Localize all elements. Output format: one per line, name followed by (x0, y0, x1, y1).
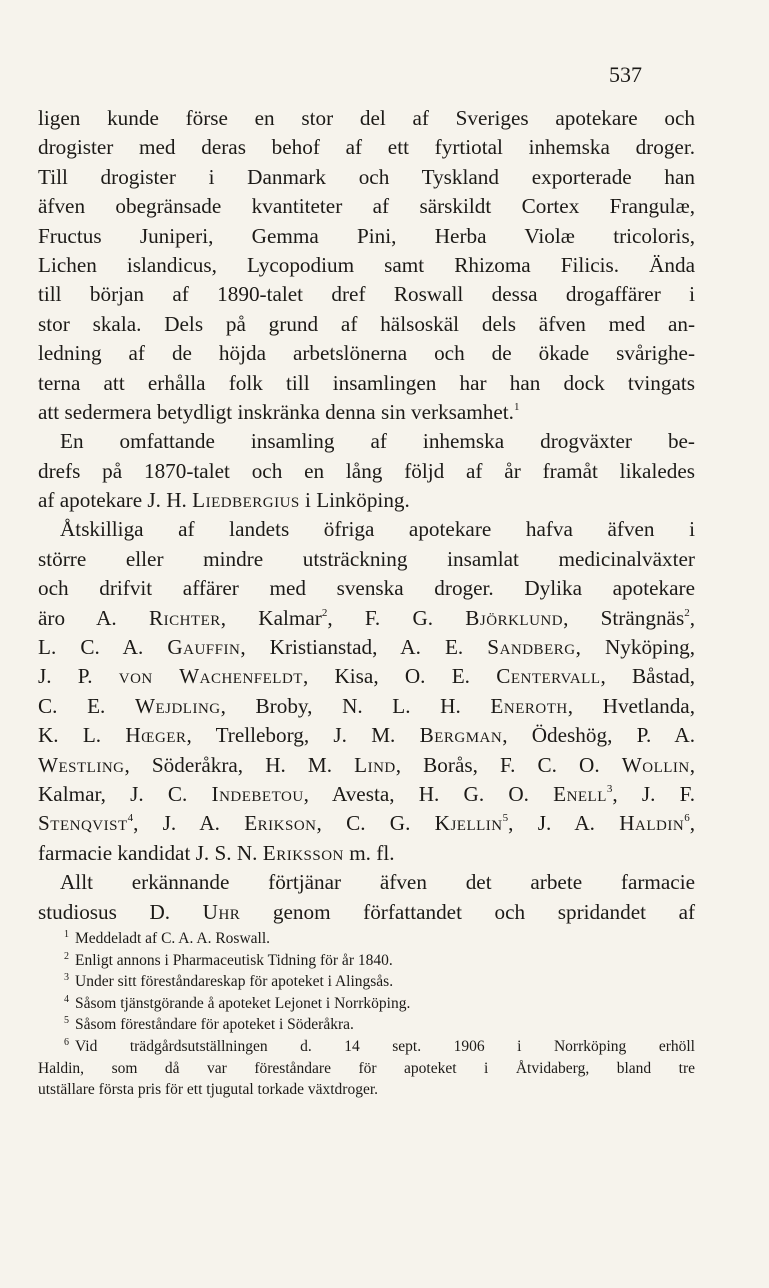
text-line: Lichen islandicus, Lycopodium samt Rhizoma Filicis. Ända (38, 252, 695, 277)
person-name: Björklund (465, 605, 564, 630)
person-name: Haldin (619, 811, 685, 836)
footnote (38, 950, 695, 972)
text-line: stor skala. Dels på grund af hälsoskäl dels äfven med an- (38, 311, 695, 336)
text-span: , (689, 811, 696, 836)
text-span: i Linköping. (305, 488, 410, 513)
person-name: Liedbergius (192, 488, 300, 513)
text-span: L. C. A. (38, 635, 144, 660)
text-line (38, 839, 695, 868)
footnote (38, 928, 695, 950)
text-span: , Strängnäs (563, 605, 685, 630)
text-span: , Hvetlanda, (567, 693, 696, 718)
text-span: genom författandet och spridandet af (272, 899, 696, 924)
text-span: , Avesta, H. G. O. (303, 781, 529, 806)
text-line: större eller mindre utsträckning insamlat medicinalväxter (38, 546, 695, 571)
text-line: En omfattande insamling af inhemska drogväxter be- (60, 429, 695, 454)
footnote-mark: 3 (64, 972, 69, 984)
text-span: K. L. (38, 723, 102, 748)
footnote-continuation: utställare första pris för ett tjugutal torkade växtdroger. (38, 1081, 379, 1099)
footnote-text: Under sitt föreståndareskap för apoteket i Alingsås. (75, 973, 394, 991)
text-line: Allt erkännande förtjänar äfven det arbete farmacie (60, 870, 695, 895)
footnote (38, 1014, 695, 1036)
person-name: Wejdling (134, 693, 221, 718)
footnote-continuation: Haldin, som då var föreståndare för apoteket i Åtvidaberg, bland tre (38, 1059, 695, 1077)
text-span: J. P. (38, 664, 93, 689)
person-name: Enell (553, 781, 607, 806)
text-line (38, 398, 695, 427)
person-name: Sandberg (487, 635, 576, 660)
text-line (38, 692, 695, 721)
text-span: , Trelleborg, J. M. (186, 723, 396, 748)
person-name: von Wachenfeldt (118, 664, 303, 689)
text-line: Till drogister i Danmark och Tyskland exporterade han (38, 164, 695, 189)
text-span: C. E. (38, 693, 106, 718)
person-name: Richter (148, 605, 221, 630)
text-line (38, 809, 695, 838)
text-line (38, 780, 695, 809)
text-span: , Ödeshög, P. A. (502, 723, 695, 748)
person-name: Centervall (496, 664, 601, 689)
footnote-mark: 2 (64, 950, 69, 962)
text-span: , J. F. (612, 781, 696, 806)
footnote-mark: 6 (64, 1036, 69, 1048)
person-name: Indebetou (211, 781, 304, 806)
text-line: ligen kunde förse en stor del af Sveriges apotekare och (38, 106, 695, 130)
text-line (38, 604, 695, 633)
footnotes (38, 928, 695, 1101)
text-span: farmacie kandidat J. S. N. (38, 840, 258, 865)
person-name: Uhr (202, 899, 241, 924)
text-line: ledning af de höjda arbetslönerna och de ökade svårighe- (38, 341, 695, 366)
footnote-ref[interactable]: 2 (684, 606, 690, 619)
text-span: , Broby, N. L. H. (220, 693, 461, 718)
text-span: , Nyköping, (575, 635, 695, 660)
text-span: af apotekare J. H. (38, 488, 187, 513)
person-name: Hœger (125, 723, 187, 748)
footnote-text: Enligt annons i Pharmaceutisk Tidning för år 1840. (75, 951, 393, 969)
footnote-ref[interactable]: 2 (321, 606, 328, 619)
person-name: Eriksson (262, 840, 344, 865)
person-name: Eneroth (490, 693, 568, 718)
footnote-mark: 5 (64, 1015, 69, 1027)
footnote-ref[interactable]: 1 (513, 400, 520, 413)
text-span: , (689, 605, 695, 630)
footnote-ref[interactable]: 3 (606, 782, 613, 795)
text-span: , F. G. (327, 605, 434, 630)
person-name: Stenqvist (38, 811, 128, 836)
person-name: Westling (38, 752, 125, 777)
footnote (38, 993, 695, 1015)
text-line (38, 751, 695, 780)
footnote-ref[interactable]: 4 (127, 812, 134, 825)
text-line (38, 633, 695, 662)
body-text (38, 104, 695, 927)
person-name: Lind (354, 752, 396, 777)
person-name: Erikson (244, 811, 317, 836)
text-line: äfven obegränsade kvantiteter af särskildt Cortex Frangulæ, (38, 194, 695, 219)
text-span: , Kisa, O. E. (302, 664, 470, 689)
footnote-ref[interactable]: 5 (502, 812, 509, 825)
text-span: , Kristianstad, A. E. (240, 635, 464, 660)
footnote-text: Såsom tjänstgörande å apoteket Lejonet i Norrköping. (75, 994, 411, 1012)
text-span: att sedermera betydligt inskränka denna sin verksamhet. (38, 399, 514, 424)
text-span: , J. A. (133, 811, 220, 836)
text-span: studiosus D. (38, 899, 171, 924)
page-number: 537 (609, 62, 642, 87)
text-line (38, 486, 695, 515)
text-line (38, 662, 695, 691)
text-span: , (689, 752, 696, 777)
text-span: , Söderåkra, H. M. (124, 752, 333, 777)
footnote-text: Såsom föreståndare för apoteket i Söderåkra. (75, 1016, 354, 1034)
footnote-ref[interactable]: 6 (684, 812, 690, 825)
text-line (38, 721, 695, 750)
footnote (38, 1036, 695, 1058)
text-span: Kalmar, J. C. (38, 781, 188, 806)
text-line: drogister med deras behof af ett fyrtiotal inhemska droger. (38, 135, 695, 160)
text-line: till början af 1890-talet dref Roswall dessa drogaffärer i (38, 282, 695, 307)
person-name: Bergman (419, 723, 503, 748)
text-span: , Kalmar (220, 605, 322, 630)
footnote (38, 971, 695, 993)
text-span: äro A. (38, 605, 117, 630)
text-span: , J. A. (508, 811, 595, 836)
text-line: Åtskilliga af landets öfriga apotekare hafva äfven i (60, 517, 695, 542)
person-name: Gauffin (167, 635, 241, 660)
text-span: m. fl. (349, 840, 395, 865)
text-line (38, 898, 695, 927)
text-span: , C. G. (316, 811, 411, 836)
footnote-text: Vid trädgårdsutställningen d. 14 sept. 1906 i Norrköping erhöll (75, 1037, 695, 1055)
footnote-mark: 1 (64, 929, 69, 940)
text-span: , Båstad, (600, 664, 696, 689)
person-name: Kjellin (434, 811, 503, 836)
text-line: terna att erhålla folk till insamlingen har han dock tvingats (38, 370, 695, 395)
text-line: Fructus Juniperi, Gemma Pini, Herba Violæ tricoloris, (38, 223, 695, 248)
footnote-mark: 4 (64, 993, 69, 1005)
text-line: och drifvit affärer med svenska droger. Dylika apotekare (38, 576, 695, 601)
person-name: Wollin (621, 752, 690, 777)
text-span: , Borås, F. C. O. (395, 752, 600, 777)
text-line: drefs på 1870-talet och en lång följd af år framåt likaledes (38, 458, 695, 483)
footnote-text: Meddeladt af C. A. A. Roswall. (75, 930, 271, 947)
